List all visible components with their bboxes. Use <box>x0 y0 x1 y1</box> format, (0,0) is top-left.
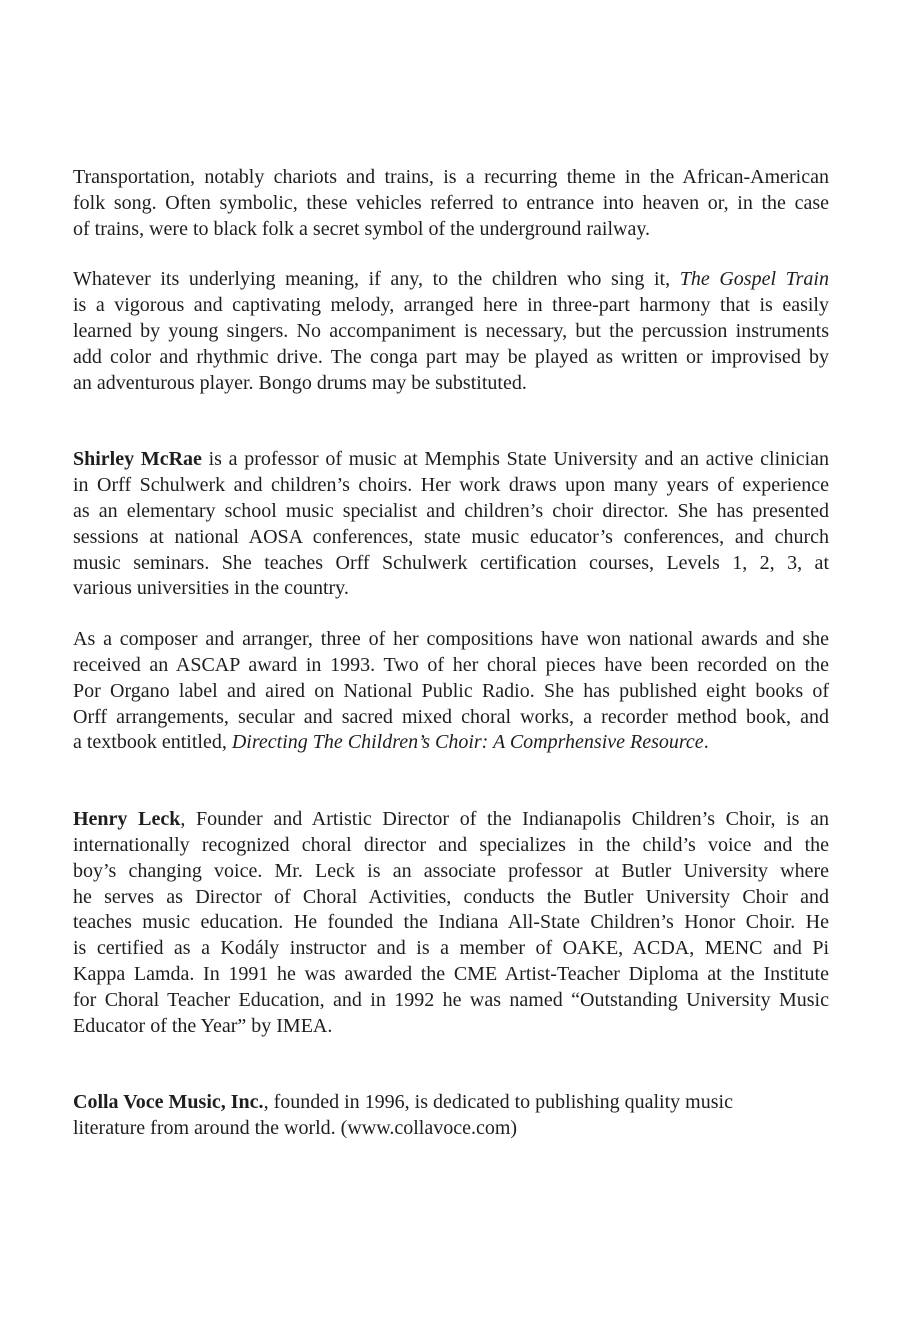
text-line: literature from around the world. (www.collavoce.com) <box>73 1117 518 1140</box>
text-line: he serves as Director of Choral Activities, conducts the Butler University Choir and <box>73 885 829 908</box>
publisher-name: Colla Voce Music, Inc. <box>73 1091 264 1114</box>
text-line: music seminars. She teaches Orff Schulwerk certification courses, Levels 1, 2, 3, at <box>73 551 829 574</box>
author-name: Shirley McRae <box>73 448 202 471</box>
intro-paragraph <box>73 165 829 242</box>
mcrae-bio-paragraph <box>73 447 829 602</box>
text-line: As a composer and arranger, three of her compositions have won national awards and she <box>73 628 829 651</box>
text-line: Educator of the Year” by IMEA. <box>73 1014 333 1037</box>
text-line: in Orff Schulwerk and children’s choirs. Her work draws upon many years of experience <box>73 474 829 497</box>
text-line: Transportation, notably chariots and trains, is a recurring theme in the African-American <box>73 166 829 188</box>
text-line: folk song. Often symbolic, these vehicles referred to entrance into heaven or, in the case <box>73 191 829 214</box>
text-run: , founded in 1996, is dedicated to publishing quality music <box>263 1091 733 1114</box>
gospel-train-paragraph <box>73 267 829 396</box>
text-line <box>73 447 829 473</box>
text-line <box>73 807 829 833</box>
text-line <box>73 267 829 293</box>
text-line: received an ASCAP award in 1993. Two of her choral pieces have been recorded on the <box>73 653 829 676</box>
document-page <box>73 165 829 1142</box>
mcrae-works-paragraph <box>73 627 829 756</box>
text-line: learned by young singers. No accompaniment is necessary, but the percussion instruments <box>73 319 829 342</box>
text-line: add color and rhythmic drive. The conga part may be played as written or improvised by <box>73 345 829 368</box>
text-line <box>73 730 829 756</box>
text-line: is a vigorous and captivating melody, arranged here in three-part harmony that is easily <box>73 294 829 317</box>
text-run: . <box>703 731 709 754</box>
text-line <box>73 1090 829 1116</box>
text-run: a textbook entitled, <box>73 731 232 754</box>
book-title: Directing The Children’s Choir: A Comprhensive Resource <box>231 731 704 754</box>
text-run: , Founder and Artistic Director of the Indianapolis Children’s Choir, is an <box>180 808 829 831</box>
author-name: Henry Leck <box>73 808 181 831</box>
text-line: an adventurous player. Bongo drums may be substituted. <box>73 371 527 394</box>
text-line: internationally recognized choral director and specializes in the child’s voice and the <box>73 833 829 856</box>
text-line: sessions at national AOSA conferences, state music educator’s conferences, and church <box>73 525 829 548</box>
text-line: for Choral Teacher Education, and in 1992 he was named “Outstanding University Music <box>73 988 829 1011</box>
leck-bio-paragraph <box>73 807 829 1039</box>
text-line: as an elementary school music specialist and children’s choir director. She has presented <box>73 499 829 522</box>
text-line: of trains, were to black folk a secret symbol of the underground railway. <box>73 217 651 240</box>
song-title: The Gospel Train <box>679 268 829 291</box>
text-line: boy’s changing voice. Mr. Leck is an associate professor at Butler University where <box>73 859 829 882</box>
text-run: is a professor of music at Memphis State University and an active clinician <box>201 448 830 471</box>
publisher-paragraph <box>73 1090 829 1142</box>
text-line: is certified as a Kodály instructor and is a member of OAKE, ACDA, MENC and Pi <box>73 937 829 960</box>
text-line: Por Organo label and aired on National Public Radio. She has published eight books of <box>73 679 829 702</box>
text-line: various universities in the country. <box>73 577 349 600</box>
text-line: Kappa Lamda. In 1991 he was awarded the CME Artist-Teacher Diploma at the Institute <box>73 962 829 985</box>
text-run: Whatever its underlying meaning, if any, to the children who sing it, <box>73 268 680 291</box>
text-line: teaches music education. He founded the Indiana All-State Children’s Honor Choir. He <box>73 911 829 934</box>
text-line: Orff arrangements, secular and sacred mixed choral works, a recorder method book, and <box>73 705 829 728</box>
